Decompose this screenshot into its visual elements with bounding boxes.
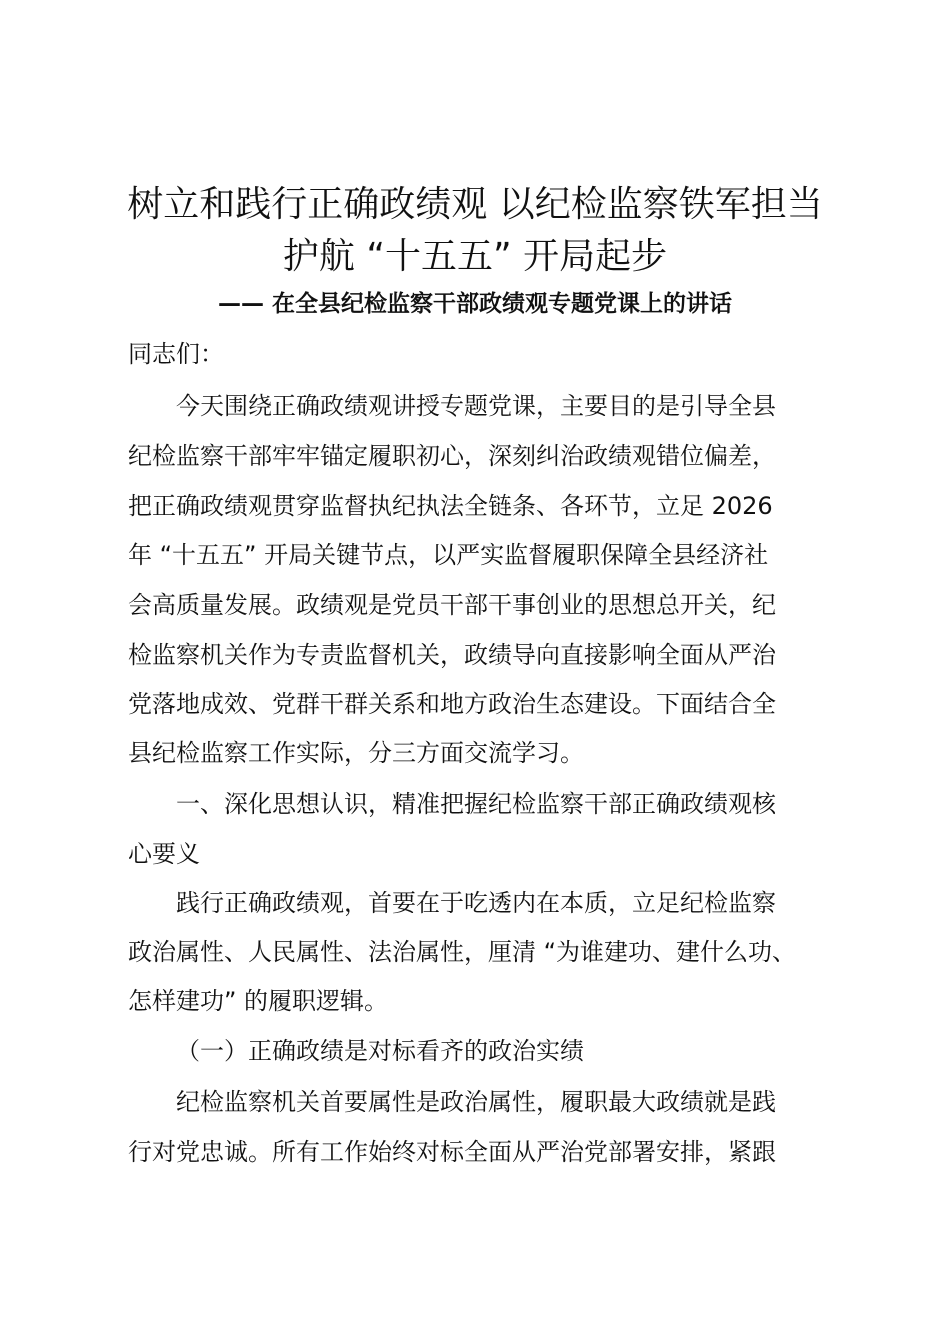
paragraph-line: 怎样建功” 的履职逻辑。	[128, 987, 389, 1015]
paragraph-line: 政治属性、人民属性、法治属性，厘清 “为谁建功、建什么功、	[128, 938, 797, 966]
document-title-line-2: 护航 “十五五” 开局起步	[282, 236, 668, 277]
paragraph-line: 行对党忠诚。所有工作始终对标全面从严治党部署安排，紧跟	[128, 1138, 776, 1166]
paragraph-line: 纪检监察机关首要属性是政治属性，履职最大政绩就是践	[176, 1088, 776, 1116]
paragraph-line: 今天围绕正确政绩观讲授专题党课，主要目的是引导全县	[176, 392, 776, 420]
paragraph-line: 县纪检监察工作实际，分三方面交流学习。	[128, 739, 584, 767]
section-heading-line: 心要义	[128, 840, 200, 868]
salutation: 同志们：	[128, 340, 224, 368]
paragraph-line: 会高质量发展。政绩观是党员干部干事创业的思想总开关，纪	[128, 591, 776, 619]
paragraph-line: 党落地成效、党群干群关系和地方政治生态建设。下面结合全	[128, 690, 776, 718]
section-heading-line: 一、深化思想认识，精准把握纪检监察干部正确政绩观核	[176, 790, 776, 818]
paragraph-line: 践行正确政绩观，首要在于吃透内在本质，立足纪检监察	[176, 889, 776, 917]
paragraph-line: 年 “十五五” 开局关键节点，以严实监督履职保障全县经济社	[128, 541, 769, 569]
paragraph-line: 纪检监察干部牢牢锚定履职初心，深刻纠治政绩观错位偏差，	[128, 442, 776, 470]
document-title-line-1: 树立和践行正确政绩观 以纪检监察铁军担当	[127, 184, 823, 225]
paragraph-line: 把正确政绩观贯穿监督执纪执法全链条、各环节，立足 2026	[128, 492, 773, 520]
paragraph-line: 检监察机关作为专责监督机关，政绩导向直接影响全面从严治	[128, 641, 776, 669]
document-subtitle: —— 在全县纪检监察干部政绩观专题党课上的讲话	[217, 291, 732, 317]
subsection-heading: （一）正确政绩是对标看齐的政治实绩	[176, 1037, 584, 1065]
